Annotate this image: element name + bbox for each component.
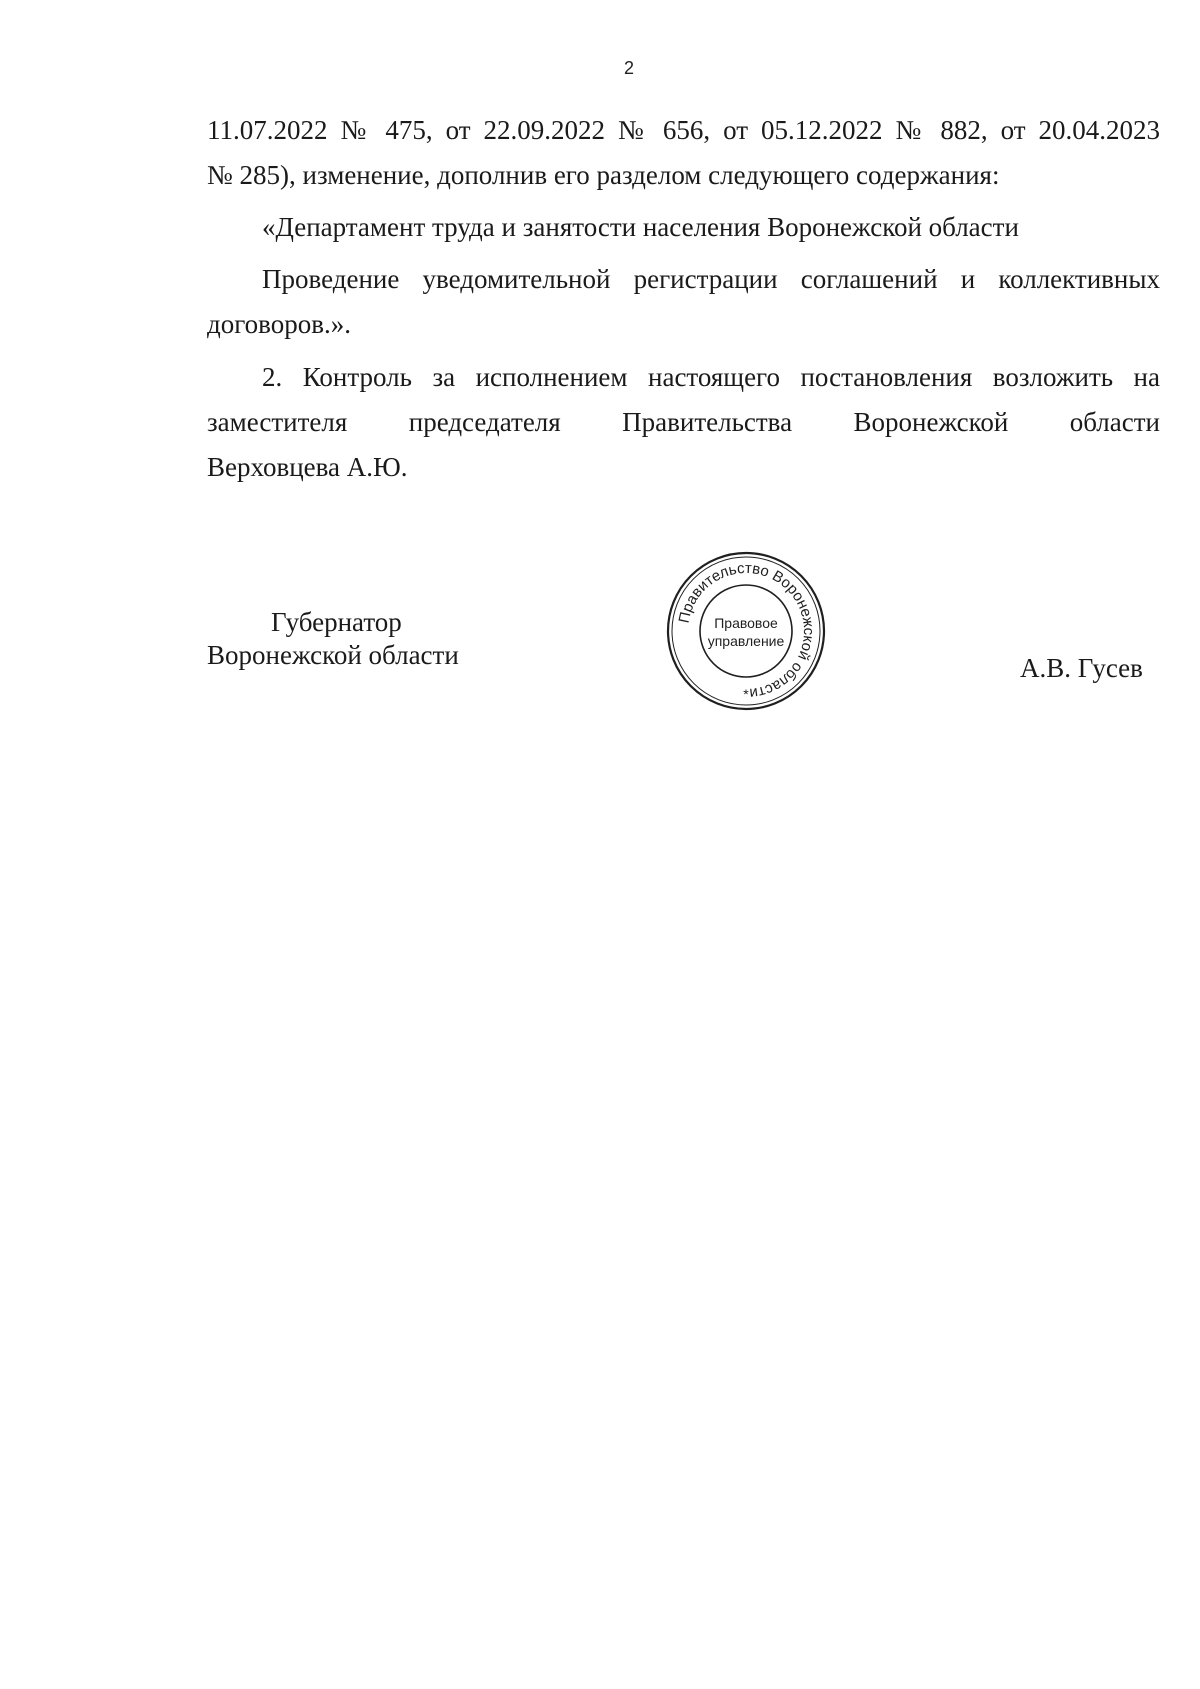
paragraph-department: «Департамент труда и занятости населения Воронежской области xyxy=(262,212,1019,242)
signatory-role: Губернатор xyxy=(271,607,402,637)
page-number: 2 xyxy=(623,58,634,78)
seal-ring-text: Правительство Воронежской области xyxy=(675,559,818,702)
seal-star: * xyxy=(743,686,749,702)
signatory-title xyxy=(207,606,459,672)
paragraph-control-line-3: Верховцева А.Ю. xyxy=(207,452,408,482)
seal-graphic xyxy=(664,549,828,713)
paragraph-registration: Проведение уведомительной регистрации соглашений и коллективных договоров.». xyxy=(207,264,1160,339)
seal-inner-ring xyxy=(672,557,820,705)
seal-center-line-1: Правовое xyxy=(714,615,778,631)
document-body xyxy=(207,108,1160,490)
signatory-name: А.В. Гусев xyxy=(1020,653,1143,683)
seal-center-ring xyxy=(700,585,792,677)
paragraph-1-line-2: № 285), изменение, дополнив его разделом следующего содержания: xyxy=(207,160,1000,190)
official-seal xyxy=(664,549,828,713)
paragraph-control-line-2: заместителя председателя Правительства Воронежской области xyxy=(207,407,1160,437)
seal-center-line-2: управление xyxy=(707,633,785,649)
signatory-region: Воронежской области xyxy=(207,640,459,670)
paragraph-1-line-1: 11.07.2022 № 475, от 22.09.2022 № 656, от 05.12.2022 № 882, от 20.04.2023 xyxy=(207,115,1160,145)
paragraph-control-line-1: 2. Контроль за исполнением настоящего постановления возложить на xyxy=(262,362,1160,392)
